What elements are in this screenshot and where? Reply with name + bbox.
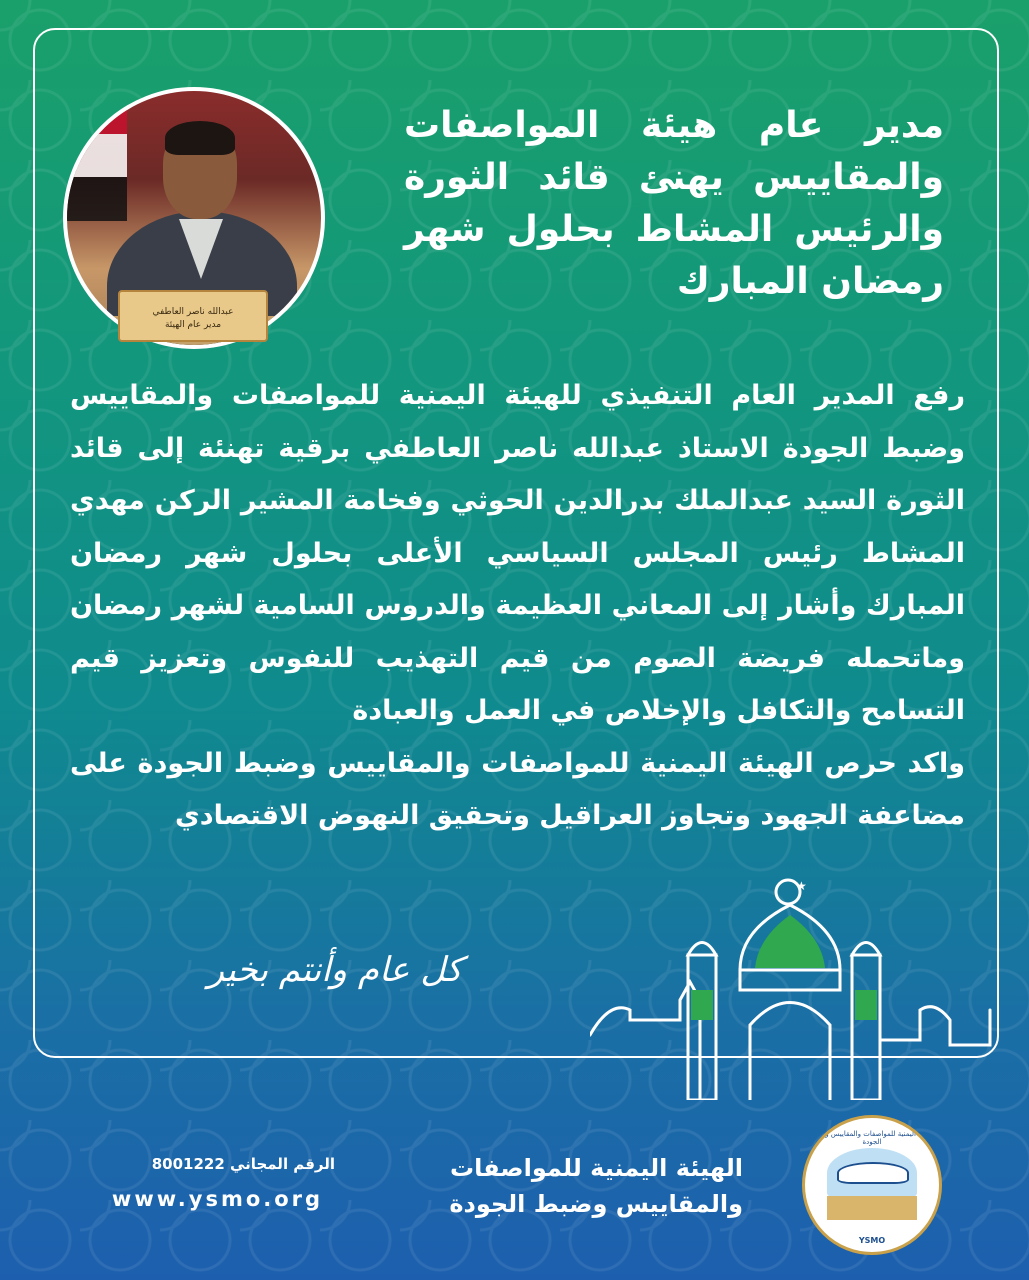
- org-name-line-1: الهيئة اليمنية للمواصفات: [450, 1154, 743, 1182]
- right-wall: [880, 1007, 990, 1045]
- footer-contact: [100, 1155, 335, 1211]
- greeting-calligraphy: كل عام وأنتم بخير: [207, 950, 463, 990]
- left-minaret-cap: [688, 943, 716, 956]
- website-link[interactable]: www.ysmo.org: [111, 1187, 324, 1211]
- logo-wings-icon: [837, 1162, 909, 1184]
- logo-ring-text: الهيئة اليمنية للمواصفات والمقاييس وضبط الجودة: [810, 1130, 934, 1146]
- article-body: [70, 370, 965, 843]
- org-name-line-2: والمقاييس وضبط الجودة: [449, 1190, 743, 1218]
- article-paragraph-2: واكد حرص الهيئة اليمنية للمواصفات والمقاييس وضبط الجودة على مضاعفة الجهود وتجاوز العراقيل وتحقيق النهوض الاقتصادي: [70, 747, 965, 831]
- mosque-illustration: [590, 870, 1010, 1100]
- mosque-outline: [590, 982, 700, 1100]
- star-icon: ★: [796, 879, 807, 893]
- org-name: [403, 1150, 743, 1222]
- left-minaret: [688, 955, 716, 1100]
- nameplate-name: عبدالله ناصر العاطفي: [152, 307, 234, 317]
- toll-free-number: الرقم المجاني 8001222: [151, 1155, 335, 1173]
- central-arch: [750, 1003, 830, 1101]
- left-minaret-band: [691, 990, 713, 1020]
- dome-fill: [755, 915, 825, 968]
- article-paragraph-1: رفع المدير العام التنفيذي للهيئة اليمنية للمواصفات والمقاييس وضبط الجودة الاستاذ عبدالله ناصر العاطفي برقية تهنئة إلى قائد الثورة السيد عبدالملك بدرالدين الحوثي وفخامة المشير الركن مهدي المشاط رئيس المجلس السياسي الأعلى بحلول شهر رمضان المبارك وأشار إلى المعاني العظيمة والدروس السامية لشهر رمضان وماتحمله فريضة الصوم من قيم التهذيب للنفوس وتعزيز قيم التسامح والتكافل والإخلاص في العمل والعبادة: [70, 380, 965, 726]
- headline: مدير عام هيئة المواصفات والمقاييس يهنئ قائد الثورة والرئيس المشاط بحلول شهر رمضان المبارك: [404, 105, 944, 302]
- logo-label: YSMO: [858, 1236, 886, 1245]
- right-minaret: [852, 955, 880, 1100]
- nameplate-title: مدير عام الهيئة: [164, 320, 222, 330]
- nameplate: [118, 290, 268, 342]
- logo-sand: [827, 1196, 917, 1220]
- ysmo-logo: [802, 1115, 942, 1255]
- right-minaret-cap: [852, 943, 880, 956]
- portrait-hair: [165, 121, 235, 155]
- dome-base: [740, 970, 840, 990]
- right-minaret-band: [855, 990, 877, 1020]
- flag: [67, 91, 127, 221]
